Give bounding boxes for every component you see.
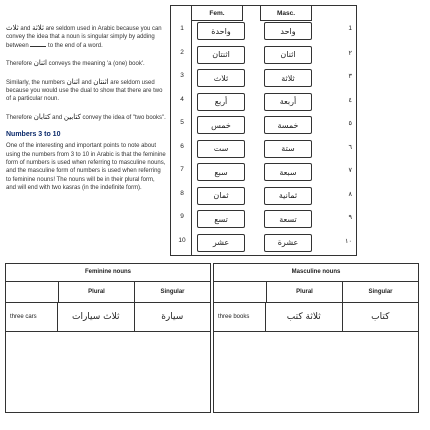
numeral: ١٠ xyxy=(345,237,352,245)
feminine-word: تسع xyxy=(197,210,245,228)
number-row xyxy=(171,161,358,185)
row-number: 8 xyxy=(180,189,184,197)
row-number: 5 xyxy=(180,119,184,126)
feminine-word: ثمان xyxy=(197,187,245,205)
masculine-word: خمسة xyxy=(264,116,312,134)
text: are seldom used because you would use the dual to show that there are two of a particular noun. xyxy=(6,79,163,103)
masculine-word: تسعة xyxy=(264,210,312,228)
number-row xyxy=(171,20,358,44)
masculine-subheader xyxy=(214,282,418,303)
row-number: 3 xyxy=(180,72,184,79)
row-label: three books xyxy=(214,303,266,331)
singular-value: سيارة xyxy=(134,303,211,331)
feminine-word: أربع xyxy=(197,93,245,111)
text: to the end of a word. xyxy=(46,42,103,49)
header-masculine: Masc. xyxy=(260,6,312,21)
numeral: ٩ xyxy=(348,214,352,221)
row-number: 2 xyxy=(180,48,184,56)
paragraph-five: One of the interesting and important points to note about using the numbers from 3 to 10 in Arabic is that the feminine form of numbers is used when referring to masculine nouns, and the masculine form of numbers is used when referring to feminine nouns! The nouns will be in their plural form, and will end with two kasras (in the indefinite form). xyxy=(6,143,166,192)
plural-header: Plural xyxy=(88,289,105,295)
numeral: ٧ xyxy=(348,167,352,174)
feminine-example-row xyxy=(6,303,210,332)
row-number: 7 xyxy=(180,166,184,173)
feminine-subheader xyxy=(6,282,210,303)
number-row xyxy=(171,208,358,232)
text: Therefore xyxy=(6,114,34,121)
text: and xyxy=(18,26,33,32)
arabic-term: كتابين xyxy=(63,112,81,121)
text: conveys the meaning 'a (one) book'. xyxy=(46,61,145,68)
numeral: ٢ xyxy=(348,49,352,57)
paragraph-one xyxy=(6,24,166,50)
number-row xyxy=(171,232,358,256)
masculine-word: واحد xyxy=(264,22,312,40)
masculine-nouns-table xyxy=(213,263,419,413)
number-row xyxy=(171,185,358,209)
masculine-example-row xyxy=(214,303,418,332)
singular-header: Singular xyxy=(342,282,418,302)
masculine-nouns-title: Masculine nouns xyxy=(214,264,418,282)
row-number: 9 xyxy=(180,213,184,220)
arabic-term: اثنان xyxy=(66,77,80,86)
paragraph-four xyxy=(6,113,166,122)
numeral: ٥ xyxy=(348,120,352,127)
masculine-word: سبعة xyxy=(264,163,312,181)
explanation-column xyxy=(6,24,166,202)
feminine-word: ست xyxy=(197,140,245,158)
masculine-word: عشرة xyxy=(264,234,312,252)
feminine-word: خمس xyxy=(197,116,245,134)
blank-line xyxy=(30,46,46,47)
number-row xyxy=(171,67,358,91)
singular-value: كتاب xyxy=(342,303,419,331)
arabic-term: كتابان xyxy=(33,112,51,121)
header-feminine: Fem. xyxy=(191,6,243,21)
section-heading: Numbers 3 to 10 xyxy=(6,131,61,139)
row-label: three cars xyxy=(6,303,58,331)
number-row xyxy=(171,44,358,68)
label-spacer xyxy=(6,282,59,302)
arabic-term: ثلاث xyxy=(6,24,19,32)
masculine-word: ثلاثة xyxy=(264,69,312,87)
numeral: ٣ xyxy=(348,73,352,80)
label-spacer xyxy=(214,282,267,302)
row-number: 1 xyxy=(180,25,184,32)
feminine-word: اثنتان xyxy=(197,46,245,64)
numeral: ٤ xyxy=(348,96,352,104)
masculine-word: ثمانية xyxy=(264,187,312,205)
text: Similarly, the numbers xyxy=(6,79,67,86)
row-number: 10 xyxy=(178,236,186,244)
text: Therefore xyxy=(6,61,34,68)
plural-value: ثلاث سيارات xyxy=(71,312,120,322)
feminine-nouns-title: Feminine nouns xyxy=(6,264,210,282)
feminine-word: سبع xyxy=(197,163,245,181)
arabic-term: ثلاثة xyxy=(32,24,44,32)
feminine-nouns-table xyxy=(5,263,211,413)
feminine-word: واحدة xyxy=(197,22,245,40)
number-row xyxy=(171,91,358,115)
number-row xyxy=(171,138,358,162)
text: and xyxy=(79,79,94,86)
plural-value: ثلاثة كتب xyxy=(286,312,321,322)
number-row xyxy=(171,114,358,138)
masculine-word: أربعة xyxy=(264,93,312,111)
text: convey the idea of "two books". xyxy=(80,114,166,121)
arabic-term: اثنتان xyxy=(93,77,109,86)
numeral: ٦ xyxy=(348,143,352,151)
numbers-table-header xyxy=(171,6,356,20)
paragraph-three xyxy=(6,78,166,104)
text: are seldom used in Arabic because you can convey the idea that a noun is singular simply by adding between xyxy=(6,26,162,49)
numeral: ٨ xyxy=(348,190,352,198)
numbers-table xyxy=(170,5,357,256)
masculine-word: اثنان xyxy=(264,46,312,64)
arabic-term: اثنان xyxy=(33,59,47,68)
singular-header: Singular xyxy=(134,282,210,302)
row-number: 6 xyxy=(180,142,184,150)
feminine-word: عشر xyxy=(197,234,245,252)
text: and xyxy=(50,114,64,121)
row-number: 4 xyxy=(180,95,184,103)
numeral: 1 xyxy=(348,25,352,32)
feminine-word: ثلاث xyxy=(197,69,245,87)
plural-header: Plural xyxy=(296,289,313,295)
masculine-word: ستة xyxy=(264,140,312,158)
paragraph-two xyxy=(6,59,166,68)
